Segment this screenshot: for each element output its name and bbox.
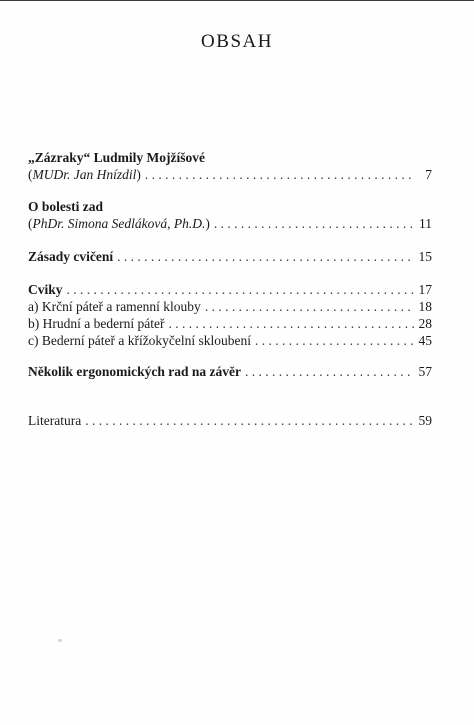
toc-author: (PhDr. Simona Sedláková, Ph.D.): [28, 216, 210, 231]
toc-page-number: 18: [418, 299, 432, 314]
toc-line: [28, 281, 432, 298]
dot-leader: [145, 166, 414, 183]
dot-leader: [85, 412, 414, 429]
toc-entry-literatura: [28, 412, 432, 429]
toc-subline: [28, 315, 432, 332]
toc-page-number: 7: [425, 167, 432, 182]
paper-speck: [58, 639, 62, 642]
toc-heading: „Zázraky“ Ludmily Mojžíšové: [28, 150, 205, 165]
toc-label: Cviky: [28, 282, 63, 297]
dot-leader: [117, 248, 414, 265]
toc-label: Literatura: [28, 413, 82, 428]
dot-leader: [245, 363, 414, 380]
toc-line: [28, 166, 432, 183]
toc-entry-zasady: [28, 248, 432, 265]
toc-author: (MUDr. Jan Hnízdil): [28, 167, 141, 182]
toc-heading: O bolesti zad: [28, 199, 104, 214]
toc-page-number: 59: [418, 413, 432, 428]
toc-page-number: 45: [418, 333, 432, 348]
dot-leader: [255, 332, 414, 349]
toc-page-number: 11: [419, 216, 432, 231]
toc-entry-zazraky: [28, 149, 432, 183]
toc-page-number: 17: [418, 282, 432, 297]
toc-label: Několik ergonomických rad na závěr: [28, 364, 241, 379]
toc-page-number: 15: [418, 249, 432, 264]
toc-label: c) Bederní páteř a křížokyčelní skloubení: [28, 333, 252, 348]
toc-label: a) Krční páteř a ramenní klouby: [28, 299, 201, 314]
toc-line: [28, 248, 432, 265]
toc-entry-rady: [28, 363, 432, 380]
toc-subline: [28, 298, 432, 315]
dot-leader: [214, 215, 414, 232]
toc-entry-bolesti: [28, 198, 432, 232]
toc-line: [28, 363, 432, 380]
toc-entry-cviky: [28, 281, 432, 349]
dot-leader: [168, 315, 414, 332]
toc-line: [28, 215, 432, 232]
page-title: OBSAH: [201, 31, 273, 52]
toc-line: [28, 412, 432, 429]
toc-page-number: 28: [418, 316, 432, 331]
dot-leader: [205, 298, 414, 315]
toc-page-number: 57: [418, 364, 432, 379]
toc-label: b) Hrudní a bederní páteř: [28, 316, 165, 331]
toc-label: Zásady cvičení: [28, 249, 114, 264]
toc-subline: [28, 332, 432, 349]
dot-leader: [67, 281, 414, 298]
